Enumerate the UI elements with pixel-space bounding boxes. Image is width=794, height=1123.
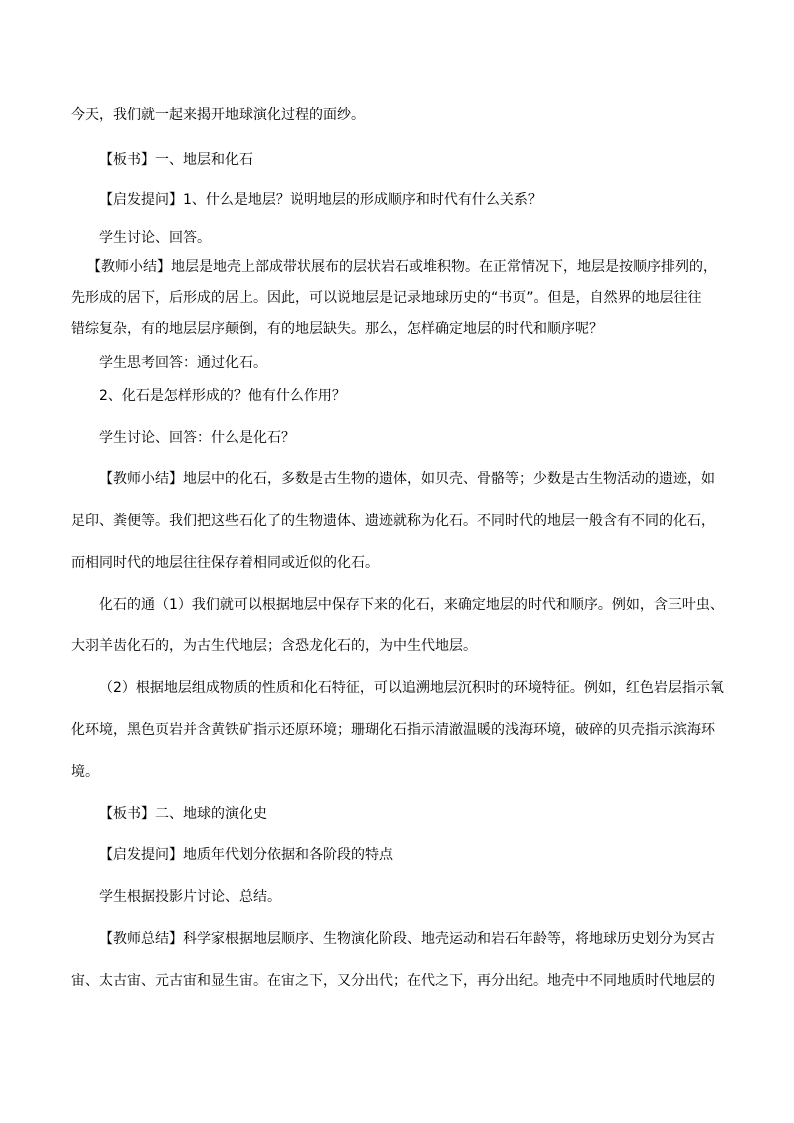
fossil-use-1-line-1: 化石的通（1）我们就可以根据地层中保存下来的化石，来确定地层的时代和顺序。例如，含三叶虫、 [99, 597, 724, 613]
teacher-summary-3-line-2: 宙、太古宙、元古宙和显生宙。在宙之下，又分出代；在代之下，再分出纪。地壳中不同地质时代地层的 [71, 973, 715, 989]
question-3: 【启发提问】地质年代划分依据和各阶段的特点 [99, 847, 393, 863]
teacher-summary-1-line-3: 错综复杂，有的地层层序颠倒，有的地层缺失。那么，怎样确定地层的时代和顺序呢？ [71, 321, 603, 337]
student-answer-fossil: 学生思考回答：通过化石。 [99, 355, 267, 371]
teacher-summary-2-line-2: 足印、粪便等。我们把这些石化了的生物遗体、遗迹就称为化石。不同时代的地层一般含有不同的化石， [71, 513, 715, 529]
student-response-2: 学生讨论、回答：什么是化石？ [99, 430, 295, 446]
teacher-summary-2-line-3: 而相同时代的地层往往保存着相同或近似的化石。 [71, 555, 379, 571]
student-response-3: 学生根据投影片讨论、总结。 [99, 889, 281, 905]
teacher-summary-2-line-1: 【教师小结】地层中的化石，多数是古生物的遗体，如贝壳、骨骼等；少数是古生物活动的遗迹，如 [99, 471, 715, 487]
teacher-summary-1-line-2: 先形成的居下，后形成的居上。因此，可以说地层是记录地球历史的“书页”。但是，自然界的地层往往 [71, 290, 702, 306]
fossil-use-1-line-2: 大羽羊齿化石的，为古生代地层；含恐龙化石的，为中生代地层。 [71, 638, 477, 654]
fossil-use-2-line-3: 境。 [71, 764, 99, 780]
question-1: 【启发提问】1、什么是地层？说明地层的形成顺序和时代有什么关系？ [99, 192, 542, 208]
teacher-summary-3-line-1: 【教师总结】科学家根据地层顺序、生物演化阶段、地壳运动和岩石年龄等，将地球历史划分为冥古 [99, 931, 715, 947]
question-2: 2、化石是怎样形成的？他有什么作用？ [99, 388, 346, 404]
fossil-use-2-line-2: 化环境，黑色页岩并含黄铁矿指示还原环境；珊瑚化石指示清澈温暖的浅海环境，破碎的贝壳指示滨海环 [71, 722, 715, 738]
student-response-1: 学生讨论、回答。 [99, 230, 211, 246]
text-line-intro: 今天，我们就一起来揭开地球演化过程的面纱。 [71, 107, 365, 123]
heading-board-2: 【板书】二、地球的演化史 [99, 806, 267, 822]
heading-board-1: 【板书】一、地层和化石 [99, 152, 253, 168]
fossil-use-2-line-1: （2）根据地层组成物质的性质和化石特征，可以追溯地层沉积时的环境特征。例如，红色岩层指示氧 [99, 680, 724, 696]
teacher-summary-1-line-1: 【教师小结】地层是地壳上部成带状展布的层状岩石或堆积物。在正常情况下，地层是按顺序排列的， [87, 259, 717, 275]
